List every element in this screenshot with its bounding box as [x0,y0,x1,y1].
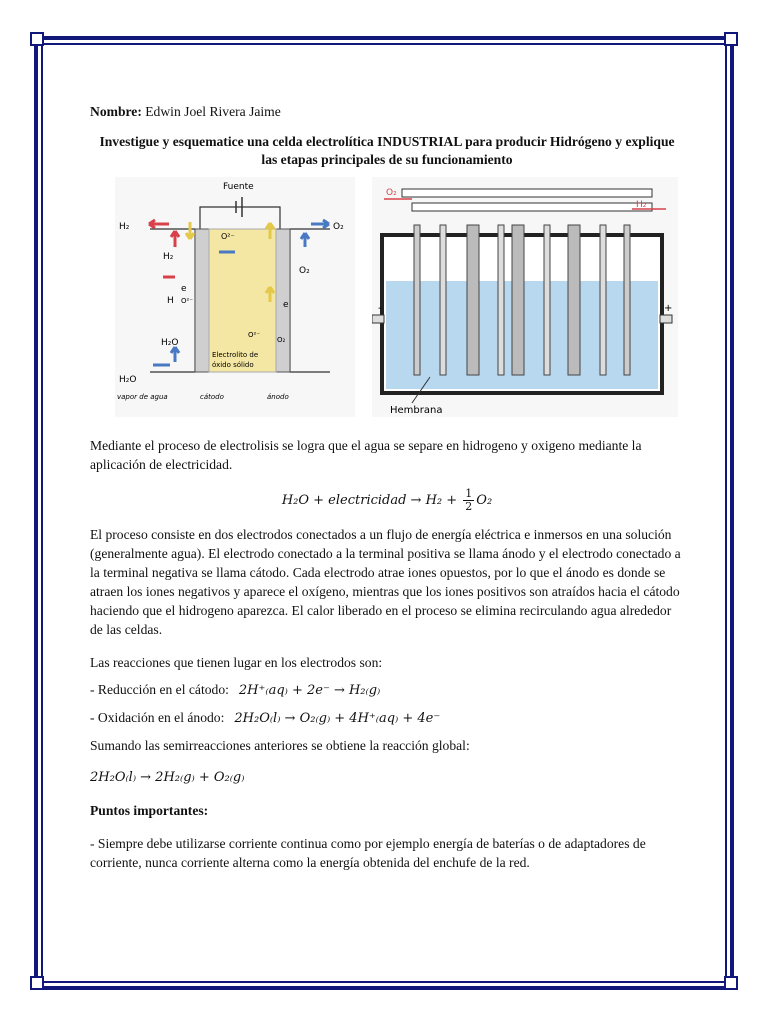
border-corner [30,32,44,46]
paragraph-reactions-intro: Las reacciones que tienen lugar en los electrodos son: [90,655,383,670]
reduction-line [90,680,684,700]
negative-terminal-label: - [378,303,382,314]
oxide-ion-small-label: O²⁻ [181,297,194,305]
oxidation-label: - Oxidación en el ánodo: [90,710,225,725]
membrane-label: Hembrana [390,405,443,416]
name-label: Nombre: [90,104,142,119]
fraction-numerator: 1 [465,487,473,500]
cathode-label: cátodo [200,393,224,401]
electron-left-label: e [181,284,187,294]
anode-label: ánodo [267,393,289,401]
hydrogen-label: H [167,296,174,306]
electrolyte-label-2: óxido sólido [212,361,254,369]
global-equation: 2H₂O₍l₎ → 2H₂₍g₎ + O₂₍g₎ [90,770,245,785]
fraction [463,488,474,513]
student-name [90,102,684,121]
positive-terminal-label: + [664,303,673,314]
h2-label: H₂ [163,252,174,262]
o2-right-label: O₂ [299,266,310,276]
water-input-label: H₂O [119,375,137,385]
border-corner [30,976,44,990]
o2-output-label: O₂ [333,222,344,232]
figures [90,177,684,422]
name-value: Edwin Joel Rivera Jaime [141,104,281,119]
document-title: Investigue y esquematice una celda electrolítica INDUSTRIAL para producir Hidrógeno y explique las etapas principales de su funcionamiento [99,134,675,167]
solid-oxide-cell-diagram [115,177,355,417]
o2-small-label: O₂ [277,336,286,344]
reduction-label: - Reducción en el cátodo: [90,682,229,697]
oxidation-line [90,708,684,728]
oxidation-equation: 2H₂O₍l₎ → O₂₍g₎ + 4H⁺₍aq₎ + 4e⁻ [234,711,441,726]
document-body [90,96,684,872]
border-corner [724,976,738,990]
h2-output-label: H₂ [119,222,130,232]
global-equation-line [90,767,684,787]
vapor-label: vapor de agua [117,393,168,401]
paragraph-intro: Mediante el proceso de electrolisis se logra que el agua se separe en hidrogeno y oxigeno mediante la aplicación de electricidad. [90,438,642,472]
oxide-ion-low-label: O²⁻ [248,331,261,339]
electrolyte-label-1: Electrolito de [212,351,259,359]
border-corner [724,32,738,46]
water-label: H₂O [161,338,179,348]
paragraph-process: El proceso consiste en dos electrodos conectados a un flujo de energía eléctrica e inmersos en una solución (generalmente agua). El electrodo conectado a la terminal positiva se llama ánodo y el electrodo conectado a la terminal negativa se llama cátodo. Cada electrodo atrae iones opuestos, por lo que el ánodo es donde se atraen los iones negativos y aparece el oxígeno, mientras que los iones positivos son atraídos hacia el cátodo haciendo que el hidrogeno aparezca. El calor liberado en el proceso se elimina recirculando agua alrededor de las celdas. [90,527,681,637]
industrial-electrolyzer-diagram [372,177,678,417]
fraction-denominator: 2 [465,500,473,513]
electron-right-label: e [283,300,289,310]
o2-pipe-label: O₂ [386,188,397,198]
h2-pipe-label: H₂ [636,200,647,210]
equation-rhs: O₂ [476,493,493,508]
reduction-equation: 2H⁺₍aq₎ + 2e⁻ → H₂₍g₎ [238,683,381,698]
power-source-label: Fuente [223,182,254,192]
equation-lhs: H₂O + electricidad → H₂ + [281,493,462,508]
important-point-1: - Siempre debe utilizarse corriente continua como por ejemplo energía de baterías o de adaptadores de corriente, nunca corriente alterna como la energía obtenida del enchufe de la red. [90,836,646,870]
important-points-title: Puntos importantes: [90,803,209,818]
oxide-ion-label: O²⁻ [221,232,235,241]
paragraph-sum: Sumando las semirreacciones anteriores se obtiene la reacción global: [90,738,470,753]
main-equation [90,488,684,513]
